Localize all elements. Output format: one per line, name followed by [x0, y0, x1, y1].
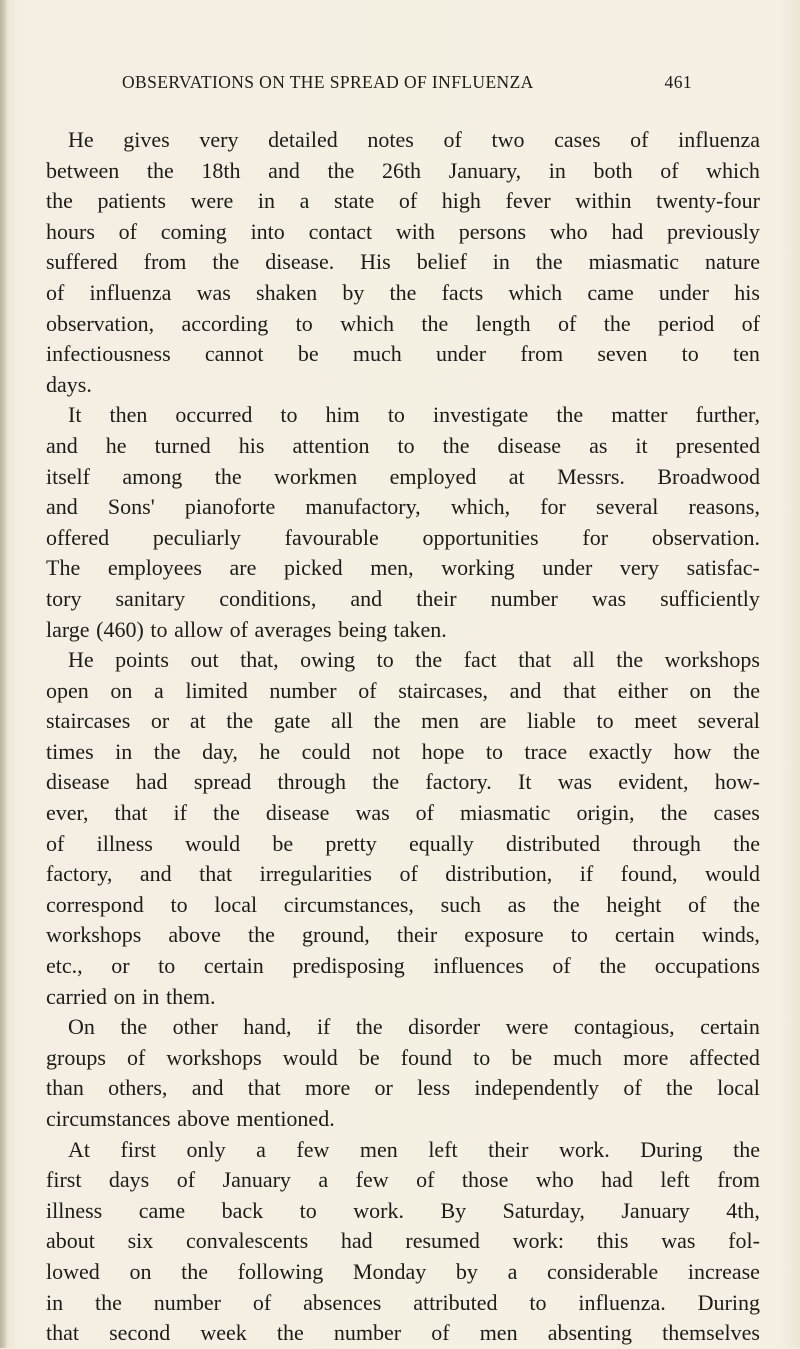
page-number: 461 [664, 72, 692, 92]
text-line: than others, and that more or less independently of the local [46, 1075, 760, 1101]
text-line: of influenza was shaken by the facts which came under his [46, 279, 760, 305]
text-line: It then occurred to him to investigate the matter further, [68, 402, 760, 428]
running-head-title: OBSERVATIONS ON THE SPREAD OF INFLUENZA [122, 72, 534, 92]
text-line: suffered from the disease. His belief in the miasmatic nature [46, 249, 760, 275]
text-line: ever, that if the disease was of miasmatic origin, the cases [46, 800, 760, 826]
text-line: about six convalescents had resumed work: this was fol- [46, 1228, 760, 1254]
text-line: times in the day, he could not hope to trace exactly how the [46, 738, 760, 764]
text-line: correspond to local circumstances, such as the height of the [46, 891, 760, 917]
text-line: and he turned his attention to the disease as it presented [46, 432, 760, 458]
text-line: large (460) to allow of averages being taken. [46, 616, 447, 642]
text-line: lowed on the following Monday by a considerable increase [46, 1258, 760, 1284]
text-line: At first only a few men left their work. During the [68, 1136, 760, 1162]
text-line: of illness would be pretty equally distributed through the [46, 830, 760, 856]
text-line: that second week the number of men absenting themselves [46, 1320, 760, 1346]
binding-shadow [0, 0, 8, 1348]
text-line: carried on in them. [46, 983, 216, 1009]
text-line: illness came back to work. By Saturday, January 4th, [46, 1197, 760, 1223]
text-line: staircases or at the gate all the men are liable to meet several [46, 708, 760, 734]
text-line: He points out that, owing to the fact that all the workshops [68, 647, 760, 673]
text-line: itself among the workmen employed at Messrs. Broadwood [46, 463, 760, 489]
text-line: workshops above the ground, their exposure to certain winds, [46, 922, 760, 948]
text-line: first days of January a few of those who had left from [46, 1167, 760, 1193]
text-line: The employees are picked men, working under very satisfac- [46, 555, 760, 581]
text-line: open on a limited number of staircases, and that either on the [46, 677, 760, 703]
text-line: between the 18th and the 26th January, in both of which [46, 157, 760, 183]
text-line: On the other hand, if the disorder were contagious, certain [68, 1014, 760, 1040]
text-line: infectiousness cannot be much under from seven to ten [46, 341, 760, 367]
text-line: days. [46, 371, 92, 397]
text-line: hours of coming into contact with persons who had previously [46, 218, 760, 244]
text-line: factory, and that irregularities of distribution, if found, would [46, 861, 760, 887]
text-line: offered peculiarly favourable opportunities for observation. [46, 524, 760, 550]
text-line: circumstances above mentioned. [46, 1106, 335, 1131]
text-line: and Sons' pianoforte manufactory, which, for several reasons, [46, 494, 760, 520]
text-line: groups of workshops would be found to be much more affected [46, 1044, 760, 1070]
text-line: observation, according to which the length of the period of [46, 310, 760, 336]
text-line: He gives very detailed notes of two cases of influenza [68, 127, 760, 152]
body-text [46, 125, 760, 1349]
text-line: etc., or to certain predisposing influences of the occupations [46, 953, 760, 979]
text-line: in the number of absences attributed to influenza. During [46, 1289, 760, 1315]
text-line: the patients were in a state of high fever within twenty-four [46, 188, 760, 214]
text-line: disease had spread through the factory. It was evident, how- [46, 769, 760, 795]
text-line: tory sanitary conditions, and their number was sufficiently [46, 585, 760, 611]
